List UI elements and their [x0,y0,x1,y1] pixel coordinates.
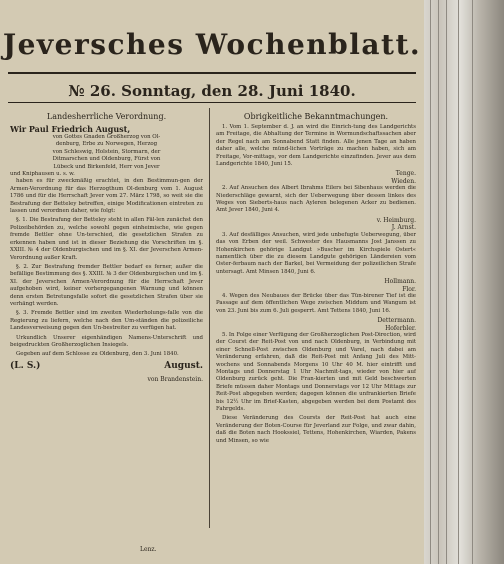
issue-rule [8,102,416,103]
column-separator [209,108,210,528]
notice-tag: J. Arnst. [391,224,416,232]
masthead-title: Jeversches Wochenblatt. [2,28,422,61]
clerk-name: Lenz. [140,546,157,553]
intro-line: Wir Paul Friedrich August, [10,124,131,134]
intro-line: und Kniphausen u. s. w. [10,171,75,178]
ordinance-paragraph: haben es für zweckmäßig erachtet, in den Bestimmun-gen der Armen-Verordnung für das Herzogthum Ol-denburg vom 1. August 1786 und für die Herrschaft Jever vom 27. März 1798, so weit sie die Bestrafung der Betteley betreffen, einige Modificationen eintreten zu lassen und verordnen daher, wie folgt: [10,178,203,215]
notice-paragraph: 5. In Folge einer Verfügung der Großherzoglichen Post-Direction, wird der Courst der Reit-Post von und nach Oldenburg, in Verbindung mit einer Schnell-Post zwischen Oldenburg und Varel, nach dabei am Veränderung erfahren, daß die Reit-Post mit Anfang Juli des Mitt-wochens und Sonnabends Morgens 10 Uhr 40 M. hier eintrifft und Montags und Donnerstag 1 Uhr Nachmit-tags, wieder von hier auf Oldenburg zurück geht. Die Fran-kierten und mit Geld beschwerten Briefe müssen daher Montags und Donnerstags vor 12 Uhr Mittags zur Reit-Post abgegeben werden; dagegen können die unfrankierten Briefe bis 12½ Uhr im Brief-Kasten, abgegeben werden bei dem Postamt des Fahrgelds. [216,331,416,413]
issue-line: № 26. Sonntag, den 28. Juni 1840. [68,82,356,100]
intro-line: von Gottes Gnaden Großherzog von Ol- [52,134,161,140]
right-column [216,112,416,552]
notice-tag: Flor. [402,285,416,293]
masthead-rule [8,72,416,74]
notice-signature: v. Heimburg. [376,216,416,224]
notice-paragraph: 3. Auf desfälliges Ansuchen, wird jede unbefugte Ueberwegung, über das von Erben der weil. Schwester des Hausmanns Jost Janssen zu Hohenkirchen gehörige Landgut »Buscher im Kirchspiele Ostert« namentlich über die zu diesem Landgute gehörigen Ländereien vom Oster-ferbaum nach der Barkel, bei Vermeidung der polizeilichen Strafe untersagt. Amt Minsen 1840, Juni 6. [216,231,416,275]
notice-paragraph: Diese Veränderung des Coursts der Reit-Post hat auch eine Veränderung der Boten-Course für Jeverland zur Folge, und zwar dahin, daß die Boten nach Hookssiel, Tettens, Hohenkirchen, Wiarden, Pakens und Minsen, so wie [216,415,416,444]
notices-heading: Obrigkeitliche Bekanntmachungen. [243,112,389,121]
page-edge-line [472,0,473,564]
notice-paragraph: 4. Wegen des Neubaues der Brücke über das Tün-birener Tief ist die Passage auf dem öffentlichen Wege zwischen Middum und Wangum ist von 23. Juni bis zum 6. Juli gesperrt. Amt Tettens 1840, Juni 16. [216,292,416,314]
page-edge-line [458,0,459,564]
notice-signature: Dettermann. [377,317,416,325]
ordinance-paragraph: Gegeben auf dem Schlosse zu Oldenburg, den 3. Juni 1840. [16,351,179,358]
ordinance-paragraph: §. 1. Die Bestrafung der Betteley steht in allen Fäl-len zunächst den Polizeibehörden zu, welche sowohl gegen einheimische, wie gegen fremde Bettler ohne Un-terschied, die gesetzlichen Strafen zu erkennen haben und ist in dieser Beziehung die Vorschriften im §. XXIII. № 4 der Oldenburgischen und im §. XI. der Jeverschen Armen-Verordnung außer Kraft. [10,217,203,261]
countersignature: von Brandenstein. [147,376,203,384]
intro-line: denburg, Erbe zu Norwegen, Herzog [55,141,158,148]
notice-paragraph: 2. Auf Ansuchen des Albert Ibrahms Eilers bei Sibenhaus werden die Niederschläge gewarnt, sich der Ueberwegung über dessen linkes des Weges von Sieberts-haus nach Ayleren belegenen Acker zu bedienen. Amt Jever 1840, Juni 4. [216,185,416,214]
signature: August. [164,360,203,371]
intro-line: Ditmarschen und Oldenburg, Fürst von [52,156,161,163]
notice-tag: Hoferbler. [385,324,416,332]
ordinance-intro [10,124,203,178]
ordinance-heading: Landesherrliche Verordnung. [46,112,167,121]
intro-line: von Schleswig, Holstein, Stormarn, der [52,148,161,155]
notice-signature: Hollmann. [384,278,416,286]
ordinance-paragraph: Urkundlich Unserer eigenhändigen Namens-Unterschrift und beigedruckten Großherzoglichen Insiegels. [10,334,203,348]
left-column [10,112,203,527]
page-edge-line [446,0,447,564]
intro-line: Lübeck und Birkenfeld, Herr von Jever [53,163,160,170]
seal-mark: (L. S.) [10,360,41,371]
notice-paragraph: 1. Vom 1. September d. J. an wird die Einrich-tung des Landgerichts am Freitage, die Abhaltung der Termine in Wormundschaftssachen aber der Regel nach am Sonnabend Statt finden. Alle jenen Tage an haben daher alle, welche münd-lichen Vorträge zu machen haben, sich am Freitage, Vor-mittags, vor dem Landgerichte einzufinden. Jever aus dem Landgerichte 1840, Juni 15. [216,124,416,168]
ordinance-paragraph: §. 3. Fremde Bettler sind im zweiten Wiederholungs-falle von die Regierung zu liefern, welche nach den Um-ständen die polizeiliche Landesverweisung gegen den Un-bestreiter zu verfügen hat. [10,310,203,332]
notice-signature: Tenge. [395,170,416,178]
book-page-edges [424,0,504,564]
page-edge-line [438,0,439,564]
ordinance-paragraph: §. 2. Zur Bestrafung fremder Bettler bedarf es ferner, außer die befällige Bestimmung des §. XXIII. № 3 der Oldenburgischen und im §. XI. der Jeverschen Armen-Verordnung für die Herrschaft Jever aufgehoben wird, keiner vorhergegangenen Warnung und können denn ersten Betretungsfalle sofort die gesetzlichen Strafen über sie verhängt werden. [10,263,203,307]
notice-tag: Wieden. [391,177,416,185]
signature-row [10,360,203,371]
page-edge-line [430,0,431,564]
